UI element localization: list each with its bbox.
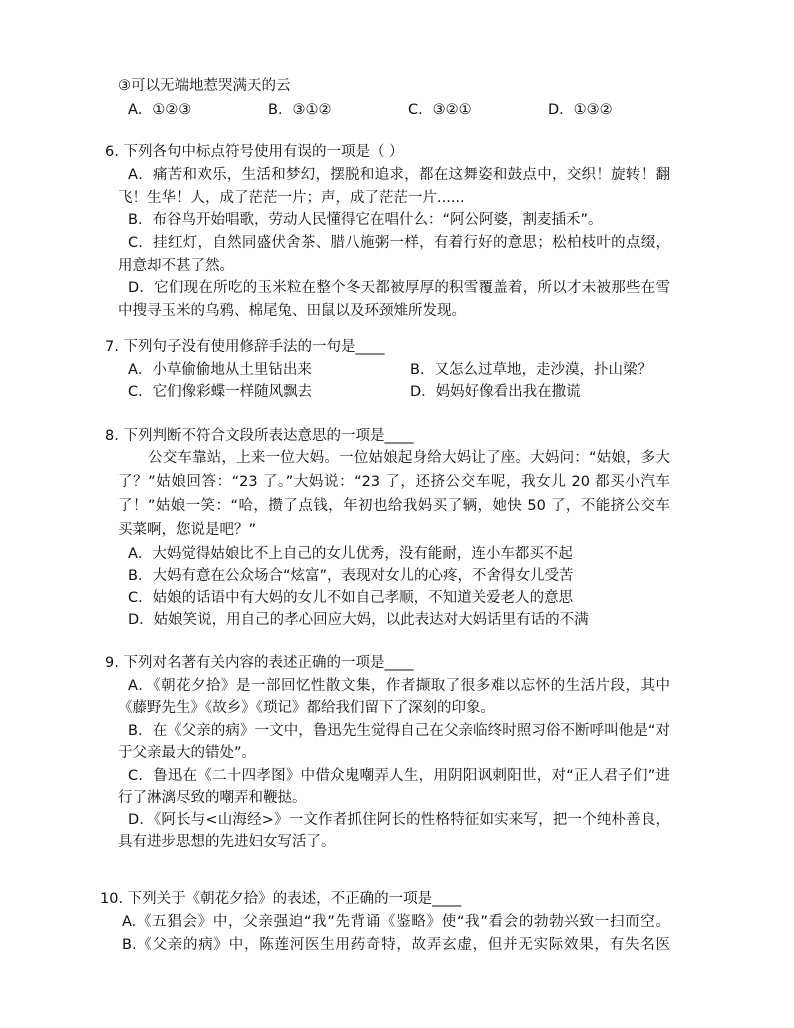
q8-passage-line1: 公交车靠站，上来一位大妈。一位姑娘起身给大妈让了座。大妈问：“姑娘，多大 <box>148 450 670 466</box>
q9-option-a-line1: A．《朝花夕拾》是一部回忆性散文集，作者撷取了很多难以忘怀的生活片段，其中 <box>128 678 670 694</box>
q6-option-d-line2: 中搜寻玉米的乌鸦、棉尾兔、田鼠以及环颈雉所发现。 <box>118 303 466 319</box>
q6-stem: 6. 下列各句中标点符号使用有误的一项是（ ） <box>105 144 404 160</box>
q9-option-a-line2: 《藤野先生》《故乡》《琐记》都给我们留下了深刻的印象。 <box>118 700 495 716</box>
q5-options <box>128 100 688 120</box>
q10-option-b: B.《父亲的病》中，陈莲河医生用药奇特，故弄玄虚，但并无实际效果，有失名医 <box>122 937 670 953</box>
q6-option-b: B．布谷鸟开始唱歌，劳动人民懂得它在唱什么：“阿公阿婆，割麦插禾”。 <box>128 212 603 228</box>
q10-option-a: A.《五猖会》中，父亲强迫“我”先背诵《鉴略》使“我”看会的勃勃兴致一扫而空。 <box>122 914 670 930</box>
q10-stem: 10. 下列关于《朝花夕拾》的表述，不正确的一项是____ <box>100 891 462 907</box>
q9-option-b-line1: B．在《父亲的病》一文中，鲁迅先生觉得自己在父亲临终时照习俗不断呼叫他是“对 <box>128 723 670 739</box>
q9-option-d-line1: D．《阿长与<山海经>》一文作者抓住阿长的性格特征如实来写，把一个纯朴善良， <box>128 812 670 828</box>
q6-option-c-line2: 用意却不甚了然。 <box>118 258 234 274</box>
q5-option-d: D．①③② <box>548 102 613 118</box>
q7-options-row-1 <box>128 360 692 380</box>
q7-stem: 7. 下列句子没有使用修辞手法的一句是____ <box>105 339 385 355</box>
q8-option-d: D．姑娘笑说，用自己的孝心回应大妈，以此表达对大妈话里有话的不满 <box>128 612 589 628</box>
q8-stem: 8. 下列判断不符合文段所表达意思的一项是____ <box>105 428 414 444</box>
q5-option-b: B．③①② <box>268 102 332 118</box>
q7-option-a: A．小草偷偷地从土里钻出来 <box>128 362 312 378</box>
q6-option-c-line1: C．挂红灯，自然同盛伏舍茶、腊八施粥一样，有着行好的意思；松柏枝叶的点缀， <box>128 235 670 251</box>
q5-option-c: C．③②① <box>408 102 472 118</box>
q7-option-d: D．妈妈好像看出我在撒谎 <box>410 384 581 400</box>
q8-option-b: B．大妈有意在公众场合“炫富”，表现对女儿的心疼，不舍得女儿受苦 <box>128 568 574 584</box>
q6-option-a-line1: A．痛苦和欢乐，生活和梦幻，摆脱和追求，都在这舞姿和鼓点中，交织！旋转！翻 <box>128 167 670 183</box>
q7-option-b: B．又怎么过草地，走沙漠，扑山梁？ <box>410 362 652 378</box>
q8-option-c: C．姑娘的话语中有大妈的女儿不如自己孝顺，不知道关爱老人的意思 <box>128 590 574 606</box>
q5-item-3: ③可以无端地惹哭满天的云 <box>118 78 291 94</box>
q7-options-row-2 <box>128 382 692 402</box>
q8-passage-line3: 了！”姑娘一笑：“哈，攒了点钱，年初也给我妈买了辆，她快 50 了，不能挤公交车 <box>118 498 670 514</box>
q9-option-d-line2: 具有进步思想的先进妇女写活了。 <box>118 834 336 850</box>
q9-stem: 9. 下列对名著有关内容的表述正确的一项是____ <box>105 655 414 671</box>
q9-option-c-line1: C．鲁迅在《二十四孝图》中借众鬼嘲弄人生，用阴阳讽刺阳世，对“正人君子们”进 <box>128 768 670 784</box>
q8-passage-line2: 了？”姑娘回答：“23 了。”大妈说：“23 了，还挤公交车呢，我女儿 20 都买小汽车 <box>118 474 670 490</box>
q8-passage-line4: 买菜啊，您说是吧？” <box>118 522 257 538</box>
q9-option-c-line2: 行了淋漓尽致的嘲弄和鞭挞。 <box>118 790 307 806</box>
q6-option-a-line2: 飞！生华！人，成了茫茫一片；声，成了茫茫一片...... <box>118 190 465 206</box>
q5-option-a: A．①②③ <box>128 102 192 118</box>
q6-option-d-line1: D．它们现在所吃的玉米粒在整个冬天都被厚厚的积雪覆盖着，所以才未被那些在雪 <box>128 280 670 296</box>
q7-option-c: C．它们像彩蝶一样随风飘去 <box>128 384 313 400</box>
q9-option-b-line2: 于父亲最大的错处”。 <box>118 745 257 761</box>
q8-option-a: A．大妈觉得姑娘比不上自己的女儿优秀，没有能耐，连小车都买不起 <box>128 546 573 562</box>
